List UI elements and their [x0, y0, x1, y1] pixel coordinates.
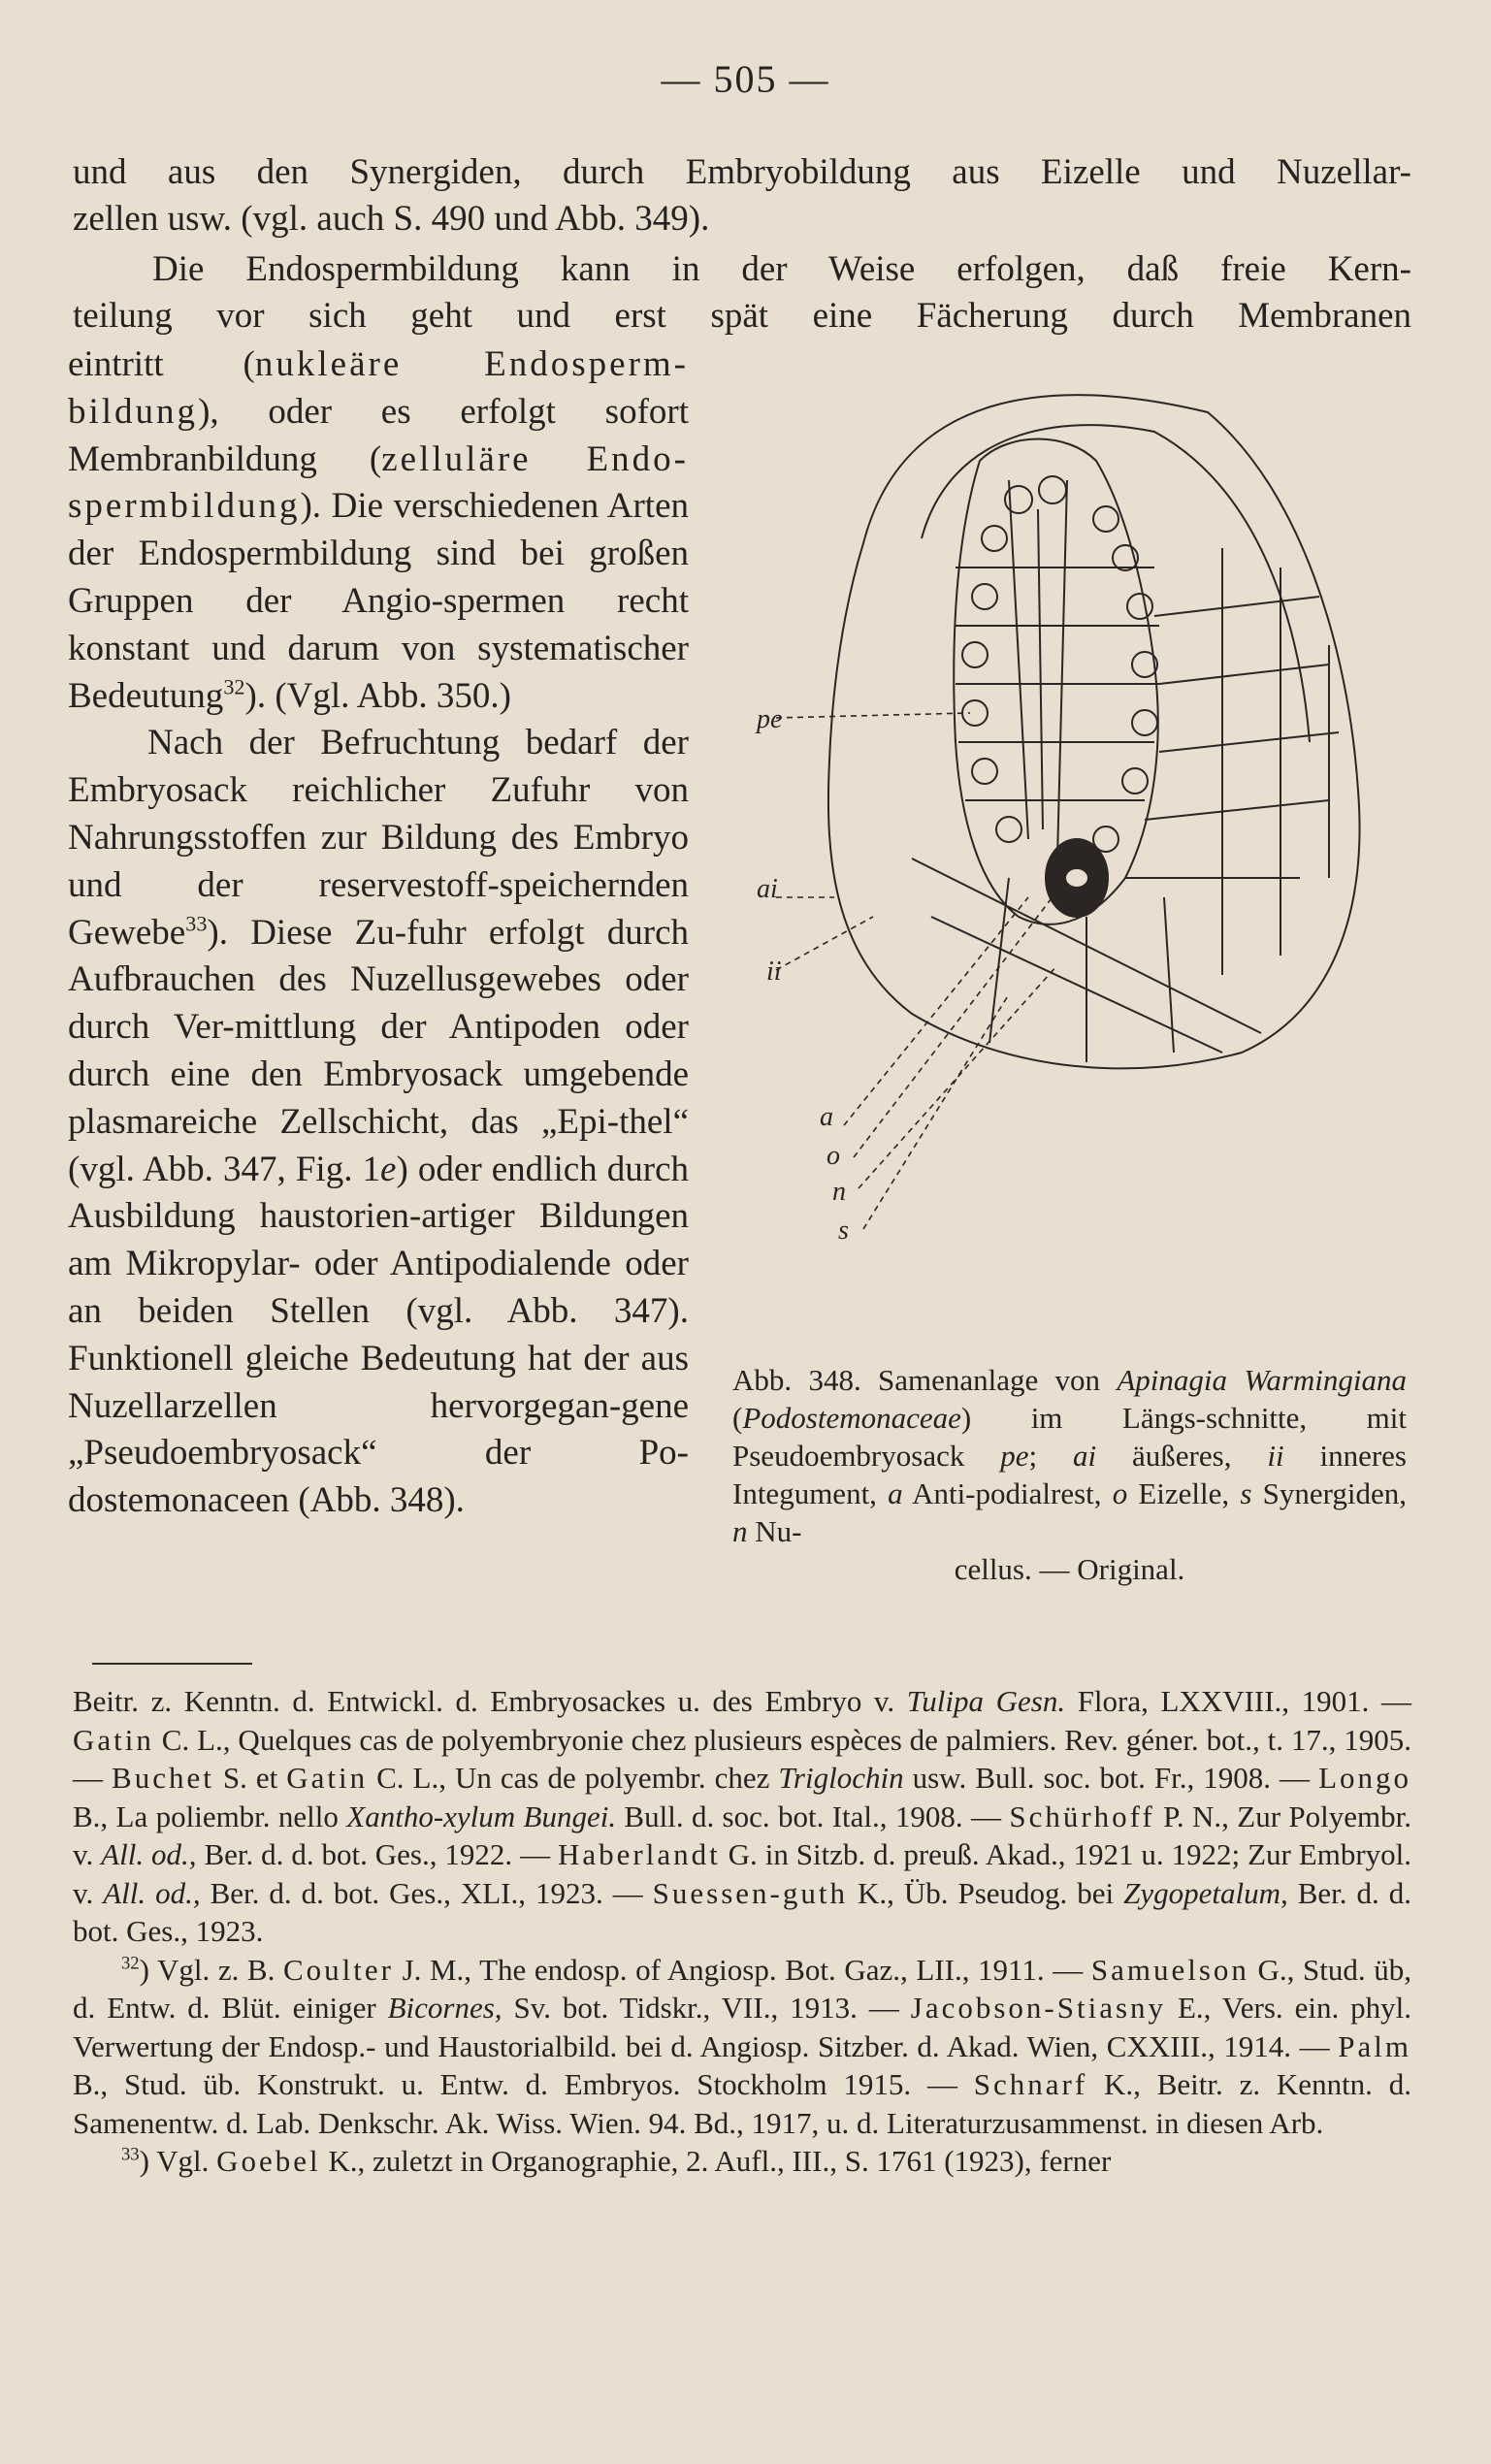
text-run: ) Vgl.: [139, 2144, 217, 2178]
text-run: ) oder endlich durch Ausbildung haustorien-artiger Bildungen am Mikropylar- oder Antipodialende oder an beiden Stellen (vgl. Abb. 347). Funktionell gleiche Bedeutung hat der aus Nuzellarzellen hervorgegan-gene „Pseudoembryosack“ der Po-dostemonaceen (Abb. 348).: [68, 1149, 689, 1521]
endosperm-paragraph-body: [68, 341, 689, 720]
text-run: K., Üb. Pseudog. bei: [848, 1875, 1124, 1910]
outer-integument-inner: [922, 425, 1310, 742]
caption-text: Eizelle,: [1127, 1476, 1241, 1510]
caption-text: ) im Längs-schnitte, mit Pseudoembryosack: [732, 1401, 1407, 1473]
caption-label: a: [888, 1476, 903, 1510]
text-run: Ber. d. d. bot. Ges., 1922. —: [196, 1837, 559, 1871]
caption-text: inneres Integument,: [732, 1439, 1407, 1510]
caption-text: ;: [1028, 1439, 1074, 1473]
author: Gatin: [286, 1761, 369, 1795]
figure-348: [718, 373, 1416, 1344]
label-ai: ai: [757, 874, 778, 904]
caption-label: o: [1112, 1476, 1128, 1510]
caption-text: Synergiden,: [1251, 1476, 1407, 1510]
text-run: eintritt (: [68, 344, 255, 384]
caption-text: Nu-: [747, 1514, 802, 1548]
author: Coulter: [282, 1952, 394, 1987]
footnote-ref: 33: [185, 911, 208, 936]
caption-text: Anti-podialrest,: [902, 1476, 1113, 1510]
caption-label: ii: [1267, 1439, 1284, 1473]
endosperm-paragraph-head: [73, 246, 1411, 340]
text-run: J. M., The endosp. of Angiosp. Bot. Gaz., LII., 1911. —: [393, 1952, 1091, 1987]
page-number: — 505 —: [661, 57, 830, 101]
footnote-rule: [92, 1663, 252, 1665]
text-line: zellen usw. (vgl. auch S. 490 und Abb. 349).: [73, 199, 710, 239]
footnotes: [73, 1682, 1411, 2181]
text-line: und aus den Synergiden, durch Embryobildung aus Eizelle und Nuzellar-: [73, 152, 1411, 192]
label-o: o: [827, 1141, 840, 1171]
text-run: Ber. d. d. bot. Ges., 1923.: [73, 1875, 1411, 1948]
taxon: All. od.,: [101, 1837, 197, 1871]
caption-text: äußeres,: [1096, 1439, 1268, 1473]
caption-text: (: [732, 1401, 743, 1435]
text-run: K., Beitr. z. Kenntn. d. Samenentw. d. Lab. Denkschr. Ak. Wiss. Wien. 94. Bd., 1917, u. d. Literaturzusammenst. in diesen Arb.: [73, 2067, 1411, 2140]
text-run: C. L., Un cas de polyembr. chez: [368, 1761, 779, 1795]
caption-label: pe: [1000, 1439, 1029, 1473]
text-run: B., Stud. üb. Konstrukt. u. Entw. d. Embryos. Stockholm 1915. —: [73, 2067, 974, 2101]
author: Suessen-guth: [652, 1875, 848, 1910]
footnote-continuation: [73, 1682, 1411, 1951]
taxon: Xantho-xylum Bungei.: [346, 1799, 617, 1833]
text-run: G. in Sitzb. d. preuß. Akad., 1921 u. 1922; Zur Embryol. v.: [73, 1837, 1411, 1910]
text-run: usw. Bull. soc. bot. Fr., 1908. —: [903, 1761, 1319, 1795]
footnote-ref: 32: [223, 674, 245, 699]
author: Schnarf: [973, 2067, 1088, 2101]
text-run: Bull. d. soc. bot. Ital., 1908. —: [616, 1799, 1010, 1833]
left-text-column: [68, 341, 689, 1525]
caption-label: n: [732, 1514, 748, 1548]
caption-last-line: cellus. — Original.: [954, 1552, 1185, 1586]
text-run: ), oder es erfolgt sofort Membranbildung (: [68, 391, 689, 479]
text-run: E., Vers. ein. phyl. Verwertung der Endosp.- und Haustorialbild. bei d. Angiosp. Sitzber. d. Akad. Wien, CXXIII., 1914. —: [73, 1991, 1411, 2063]
text-run: P. N., Zur Polyembr. v.: [73, 1799, 1411, 1871]
leader-lines: [776, 713, 1067, 1229]
author: Buchet: [112, 1761, 214, 1795]
label-n: n: [832, 1177, 846, 1207]
caption-species: Apinagia Warmingiana: [1117, 1363, 1407, 1397]
taxon: Zygopetalum,: [1123, 1875, 1288, 1910]
author: Haberlandt: [558, 1837, 721, 1871]
text-run: Ber. d. d. bot. Ges., XLI., 1923. —: [200, 1875, 653, 1910]
text-run: ) Vgl. z. B.: [139, 1952, 283, 1987]
text-run: S. et: [213, 1761, 287, 1795]
label-a: a: [820, 1102, 833, 1132]
spaced-term: nukleäre Endosperm-bildung: [68, 344, 689, 432]
figure-caption: [732, 1361, 1407, 1588]
text-run: Sv. bot. Tidskr., VII., 1913. —: [502, 1991, 911, 2025]
text-run: Nach der Befruchtung bedarf der Embryosack reichlicher Zufuhr von Nahrungsstoffen zur Bildung des Embryo und der reservestoff-speichernden Gewebe: [68, 723, 689, 953]
label-ii: ii: [766, 956, 782, 987]
cell-mesh: [912, 439, 1339, 1063]
author: Schürhoff: [1009, 1799, 1155, 1833]
text-run: Beitr. z. Kenntn. d. Entwickl. d. Embryosackes u. des Embryo v.: [73, 1684, 907, 1718]
author: Longo: [1318, 1761, 1412, 1795]
intro-paragraph: [73, 149, 1411, 243]
author: Jacobson-Stiasny: [910, 1991, 1167, 2025]
text-run: K., zuletzt in Organographie, 2. Aufl., III., S. 1761 (1923), ferner: [320, 2144, 1112, 2178]
footnote-number: 33: [121, 2144, 140, 2165]
label-pe: pe: [757, 704, 783, 734]
spaced-term: zelluläre Endo-spermbildung: [68, 438, 689, 527]
taxon: All. od.,: [103, 1875, 201, 1910]
text-line: Die Endospermbildung kann in der Weise erfolgen, daß freie Kern-: [152, 249, 1411, 289]
footnote-33: [73, 2142, 1411, 2181]
label-s: s: [838, 1216, 849, 1246]
caption-label: ai: [1073, 1439, 1097, 1473]
text-run: Flora, LXXVIII., 1901. —: [1065, 1684, 1411, 1718]
taxon: Tulipa Gesn.: [906, 1684, 1066, 1718]
caption-label: s: [1240, 1476, 1252, 1510]
footnote-number: 32: [121, 1953, 140, 1974]
author: Gatin: [73, 1722, 154, 1757]
figure-ref: e: [380, 1149, 397, 1189]
text-run: ). Die verschiedenen Arten der Endospermbildung sind bei großen Gruppen der Angio-spermen recht konstant und darum von systematischer Bedeutung: [68, 486, 689, 716]
text-run: C. L., Quelques cas de polyembryonie chez plusieurs espèces de palmiers. Rev. géner. bot., t. 17., 1905. —: [73, 1722, 1411, 1795]
text-run: ). (Vgl. Abb. 350.): [244, 675, 511, 716]
footnote-32: [73, 1951, 1411, 2143]
taxon: Triglochin: [778, 1761, 904, 1795]
ovule-drawing: [718, 373, 1416, 1344]
text-run: B., La poliembr. nello: [73, 1799, 347, 1833]
caption-family: Podostemonaceae: [742, 1401, 961, 1435]
author: Palm: [1338, 2028, 1411, 2063]
text-run: G., Stud. üb, d. Entw. d. Blüt. einiger: [73, 1952, 1411, 2025]
nutrition-paragraph: [68, 720, 689, 1525]
taxon: Bicornes,: [387, 1991, 502, 2025]
author: Goebel: [216, 2144, 321, 2178]
author: Samuelson: [1090, 1952, 1249, 1987]
text-line: teilung vor sich geht und erst spät eine Fächerung durch Membranen: [73, 296, 1411, 336]
caption-text: Abb. 348. Samenanlage von: [732, 1363, 1118, 1397]
text-run: ). Diese Zu-fuhr erfolgt durch Aufbrauchen des Nuzellusgewebes oder durch Ver-mittlung der Antipoden oder durch eine den Embryosack umgebende plasmareiche Zellschicht, das „Epi-thel“ (vgl. Abb. 347, Fig. 1: [68, 912, 689, 1189]
